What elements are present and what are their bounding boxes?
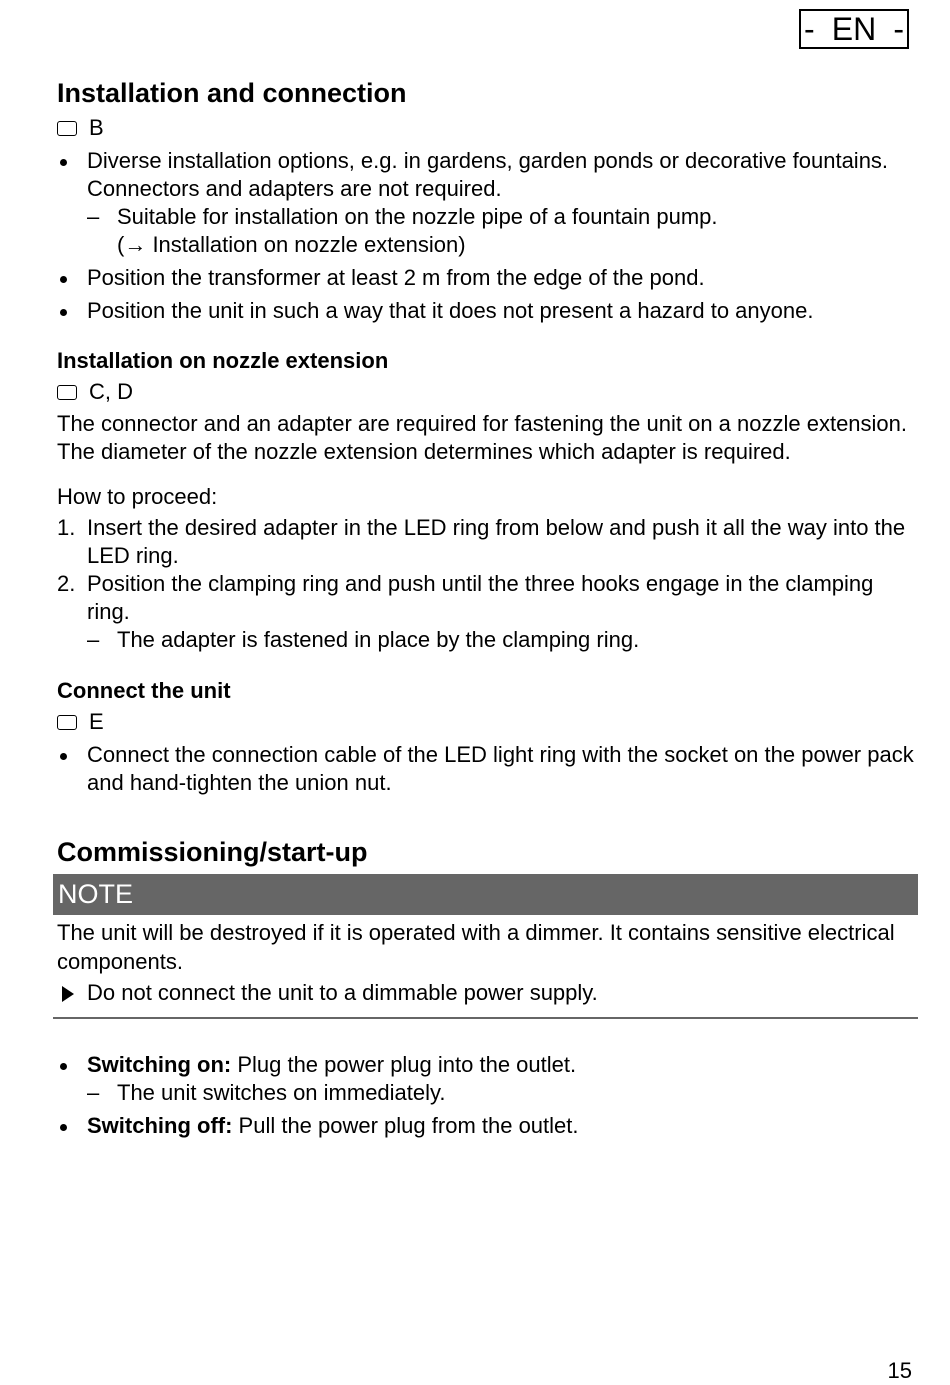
switching-off-label: Switching off: [87,1113,233,1138]
figure-icon [57,385,77,400]
nozzle-description: The connector and an adapter are required for fastening the unit on a nozzle extension. The diameter of the nozzle extension determines which adapter is required. [57,411,908,464]
language-dash-right: - [893,11,904,47]
sub-item [57,1079,919,1107]
cross-reference-link[interactable] [57,231,919,259]
figure-reference [57,378,919,406]
figure-reference-label: B [89,115,104,140]
switching-on-label: Switching on: [87,1052,232,1077]
switching-list [57,1051,919,1140]
list-item [57,147,919,259]
list-item-text: Diverse installation options, e.g. in gardens, garden ponds or decorative fountains. Connectors and adapters are not required. [87,148,889,201]
switching-off-text: Pull the power plug from the outlet. [232,1113,579,1138]
arrow-right-icon [62,986,74,1002]
note-header [53,874,918,915]
cross-reference-text: (→ Installation on nozzle extension) [117,232,466,257]
language-dash-left: - [804,11,815,47]
step-item [57,570,919,654]
figure-reference [57,708,919,736]
note-label: NOTE [58,879,134,909]
installation-list [57,147,919,325]
figure-reference [57,114,919,142]
step-item [57,514,919,570]
step-result [57,626,919,654]
step-text: Insert the desired adapter in the LED ring from below and push it all the way into the LED ring. [87,515,906,568]
step-number: 2. [57,571,76,596]
step-number: 1. [57,515,76,540]
language-badge [799,9,909,49]
section-title-connect: Connect the unit [57,678,231,703]
list-item [57,297,919,325]
list-item [57,1112,919,1140]
list-item [57,741,919,797]
section-title-nozzle: Installation on nozzle extension [57,348,389,373]
list-item-text: Position the unit in such a way that it does not present a hazard to anyone. [87,298,814,323]
step-result-text: The adapter is fastened in place by the clamping ring. [117,627,640,652]
step-text: Position the clamping ring and push until the three hooks engage in the clamping ring. [87,571,874,624]
sub-item-text: The unit switches on immediately. [117,1080,446,1105]
figure-reference-label: C, D [89,379,133,404]
list-item-text: Connect the connection cable of the LED light ring with the socket on the power pack and hand-tighten the union nut. [87,742,914,795]
list-item [57,264,919,292]
how-to-proceed: How to proceed: [57,484,218,509]
note-divider [53,1017,918,1019]
sub-item-text: Suitable for installation on the nozzle pipe of a fountain pump. [117,204,718,229]
connect-list [57,741,919,797]
language-code: EN [831,11,877,47]
note-action [57,979,919,1007]
section-title-commissioning: Commissioning/start-up [57,837,368,867]
note-text: The unit will be destroyed if it is operated with a dimmer. It contains sensitive electrical components. [57,920,895,974]
switching-on-text: Plug the power plug into the outlet. [231,1052,577,1077]
figure-reference-label: E [89,709,104,734]
figure-icon [57,121,77,136]
sub-item [57,203,919,231]
note-action-text: Do not connect the unit to a dimmable power supply. [87,980,598,1005]
section-title-installation: Installation and connection [57,78,407,108]
list-item [57,1051,919,1107]
steps-list [57,514,919,654]
page-number: 15 [887,1358,912,1383]
page-content [57,74,919,1140]
list-item-text: Position the transformer at least 2 m from the edge of the pond. [87,265,705,290]
figure-icon [57,715,77,730]
